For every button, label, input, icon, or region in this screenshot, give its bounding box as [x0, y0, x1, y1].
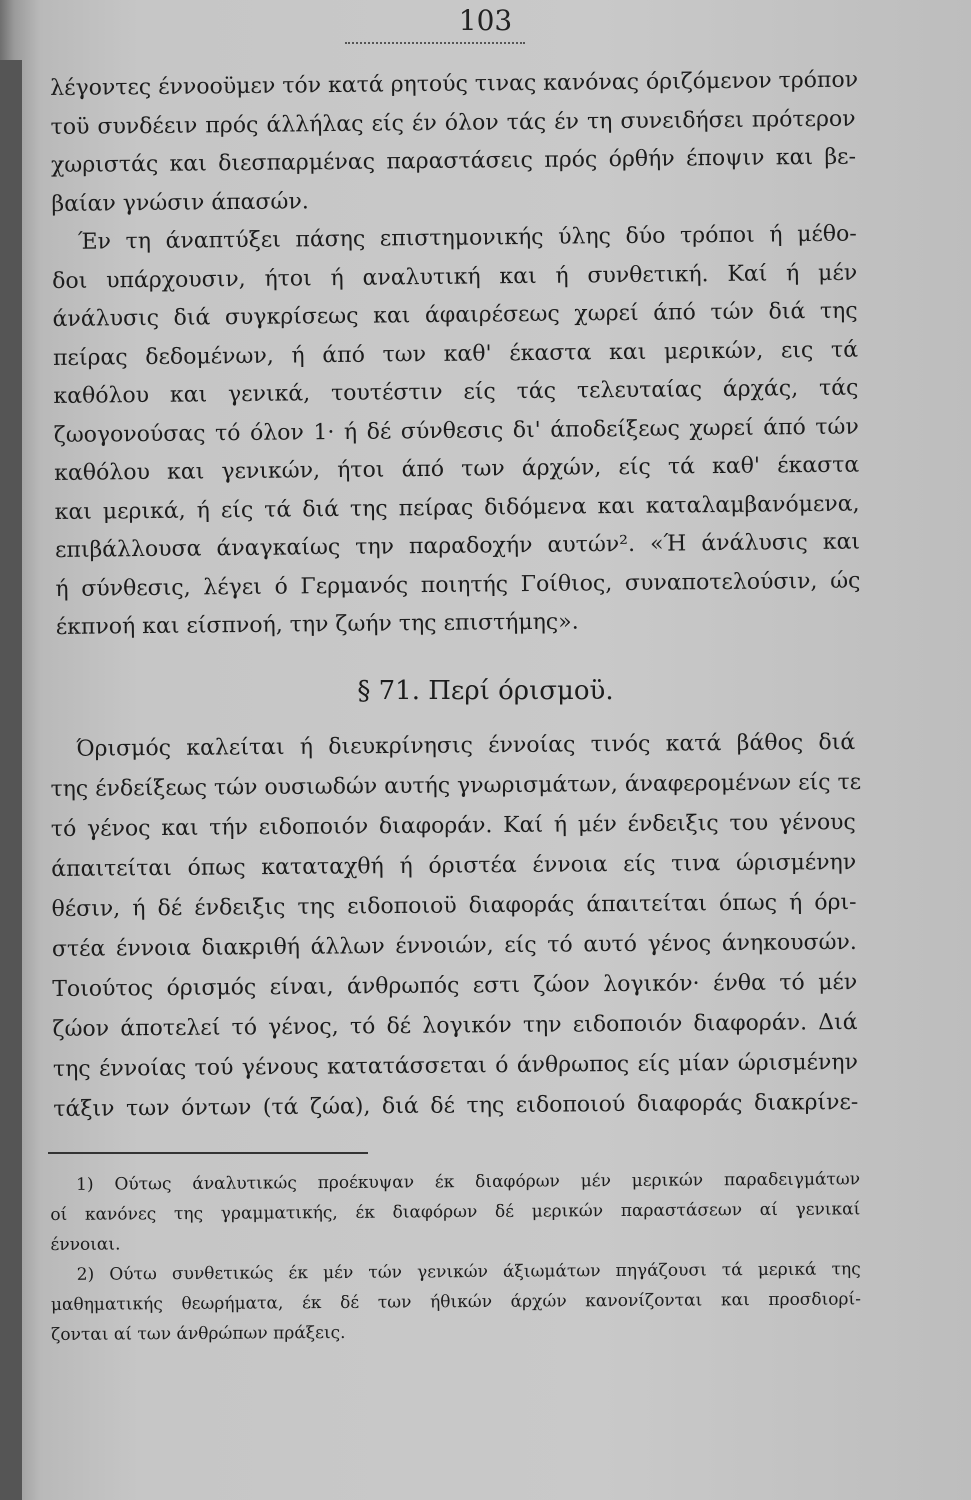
text-line: τό γένος και τήν ειδοποιόν διαφοράν. Καί ή μέν ένδειξις του γένους: [50, 809, 856, 842]
text-line: τοϋ συνδέειν πρός άλλήλας είς έν όλον τάς έν τη συνειδήσει πρότερον: [50, 106, 856, 140]
text-line: Όρισμός καλείται ή διευκρίνησις έννοίας τινός κατά βάθος διά: [76, 729, 856, 762]
text-line: άνάλυσις διά συγκρίσεως και άφαιρέσεως χωρεί άπό τών διά της: [52, 298, 858, 332]
text-line: της έννοίας τού γένους κατατάσσεται ό άνθρωπος είς μίαν ώρισμένην: [52, 1049, 859, 1082]
text-line: πείρας δεδομένων, ή άπό των καθ' έκαστα και μερικών, εις τά: [52, 337, 859, 371]
text-line: Τοιούτος όρισμός είναι, άνθρωπός εστι ζώον λογικόν· ένθα τό μέν: [52, 969, 858, 1002]
text-line: έκπνοή και είσπνοή, την ζωήν της επιστήμης».: [55, 609, 579, 640]
text-line: ζώον άποτελεί τό γένος, τό δέ λογικόν την ειδοποιόν διαφοράν. Διά: [52, 1009, 858, 1042]
text-line: χωριστάς και διεσπαρμένας παραστάσεις πρός όρθήν έποψιν και βε-: [50, 144, 857, 178]
text-line: λέγοντες έννοοϋμεν τόν κατά ρητούς τινας κανόνας όριζόμενον τρόπον: [50, 67, 859, 101]
footnote-line: μαθηματικής θεωρήματα, έκ δέ των ήθικών άρχών κανονίζονται και προσδιορί-: [50, 1289, 861, 1315]
footnotes: [50, 1164, 861, 1350]
text-line: δοι υπάρχουσιν, ήτοι ή αναλυτική και ή συνθετική. Καί ή μέν: [52, 260, 858, 294]
text-line: και μερικά, ή είς τά διά της πείρας διδόμενα και καταλαμβανόμενα,: [54, 491, 860, 525]
footnote-line: ζονται αί των άνθρώπων πράξεις.: [51, 1322, 346, 1345]
text-line: άπαιτείται όπως καταταχθή ή όριστέα έννοια είς τινα ώρισμένην: [51, 849, 857, 882]
text-line: ζωογονούσας τό όλον 1· ή δέ σύνθεσις δι' άποδείξεως χωρεί άπό τών: [53, 414, 859, 448]
text-line: ή σύνθεσις, λέγει ό Γερμανός ποιητής Γοίθιος, συναποτελούσιν, ώς: [55, 568, 861, 602]
binding-edge: [0, 60, 22, 1500]
footnote-line: έννοιαι.: [50, 1234, 121, 1255]
text-line: επιβάλλουσα άναγκαίως την παραδοχήν αυτών². «Ή άνάλυσις και: [54, 529, 861, 563]
text-line: καθόλου και γενικών, ήτοι άπό των άρχών, είς τά καθ' έκαστα: [54, 452, 860, 486]
text-line: της ένδείξεως τών ουσιωδών αυτής γνωρισμάτων, άναφερομένων είς τε: [50, 769, 862, 802]
footnote-line: οί κανόνες της γραμματικής, έκ διαφόρων δέ μερικών παραστάσεων αί γενικαί: [50, 1199, 861, 1225]
text-line: θέσιν, ή δέ ένδειξις της ειδοποιοϋ διαφοράς άπαιτείται όπως ή όρι-: [51, 889, 857, 922]
text-line: βαίαν γνώσιν άπασών.: [51, 188, 309, 217]
text-line: καθόλου και γενικά, τουτέστιν είς τάς τελευταίας άρχάς, τάς: [53, 375, 859, 409]
header-rule: [345, 42, 525, 44]
footnote-line: 2) Ούτω συνθετικώς έκ μέν τών γενικών άξιωμάτων πηγάζουσι τά μερικά της: [76, 1259, 861, 1285]
text-line: τάξιν των όντων (τά ζώα), διά δέ της ειδοποιού διαφοράς διακρίνε-: [53, 1089, 859, 1122]
definition-paragraph: [50, 723, 862, 1130]
text-line: Έν τη άναπτύξει πάσης επιστημονικής ύλης δύο τρόποι ή μέθο-: [77, 221, 857, 255]
text-line: στέα έννοια διακριθή άλλων έννοιών, είς τό αυτό γένος άνηκουσών.: [51, 929, 857, 962]
footnote-rule: [48, 1152, 368, 1154]
footnote-line: 1) Ούτως άναλυτικώς προέκυψαν έκ διαφόρων μέν μερικών παραδειγμάτων: [76, 1169, 861, 1195]
section-heading: § 71. Περί όρισμοϋ.: [357, 676, 614, 706]
page-number: 103: [458, 4, 513, 37]
opening-paragraphs: [50, 62, 861, 648]
